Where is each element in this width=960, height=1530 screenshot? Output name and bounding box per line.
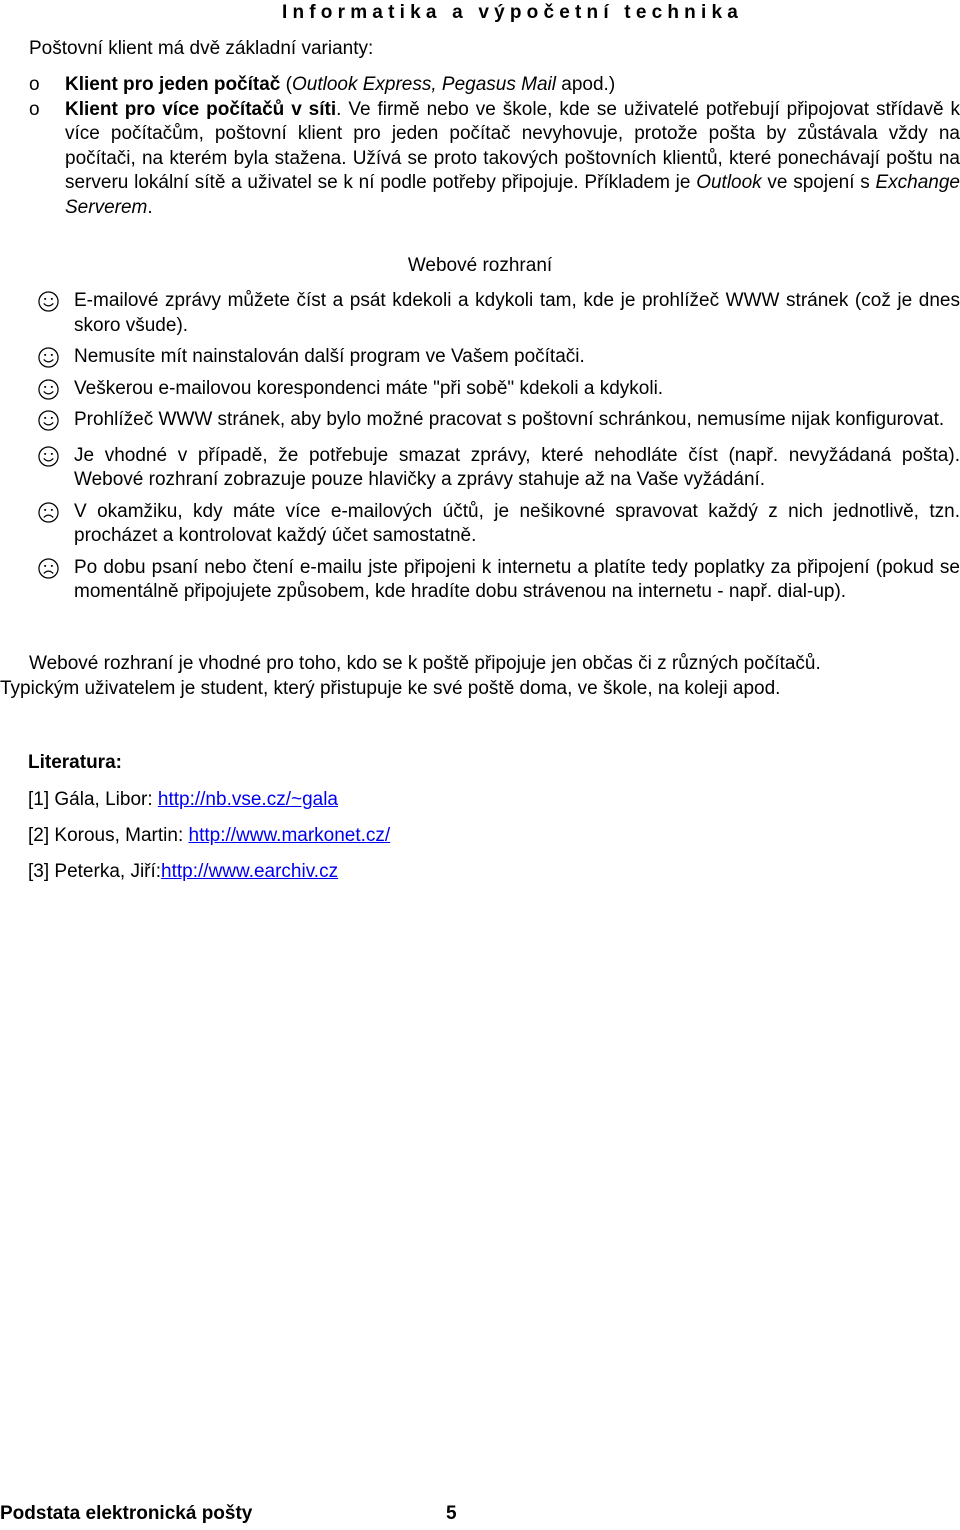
list-item-text: Prohlížeč WWW stránek, aby bylo možné pracovat s poštovní schránkou, nemusíme nijak konfigurovat. <box>74 409 945 430</box>
list-item <box>38 500 960 549</box>
list-item <box>38 345 960 370</box>
section-title: Webové rozhraní <box>407 255 553 276</box>
reference-label: [1] Gála, Libor: <box>28 789 158 810</box>
smiley-happy-icon <box>38 291 59 312</box>
summary-line: Typickým uživatelem je student, který přistupuje ke své poště doma, ve škole, na koleji apod. <box>0 677 781 699</box>
list-item <box>38 377 960 402</box>
variant-item <box>29 73 960 98</box>
literature-title: Literatura: <box>28 752 122 773</box>
variant-text: ve spojení s <box>761 172 876 193</box>
list-item <box>38 289 960 338</box>
smiley-happy-icon <box>38 379 59 400</box>
list-item-text: E-mailové zprávy můžete číst a psát kdekoli a kdykoli tam, kde je prohlížeč WWW stránek (což je dnes skoro všude). <box>74 290 960 336</box>
bullet-marker: o <box>29 74 40 95</box>
smiley-sad-icon <box>38 502 59 523</box>
page-number: 5 <box>446 1503 457 1524</box>
summary-line: Webové rozhraní je vhodné pro toho, kdo se k poště připojuje jen občas či z různých počítačů. <box>29 653 821 674</box>
reference-label: [2] Korous, Martin: <box>28 825 189 846</box>
list-item-text: Veškerou e-mailovou korespondenci máte "při sobě" kdekoli a kdykoli. <box>74 377 664 399</box>
variant-text: ( <box>280 74 292 95</box>
footer-title: Podstata elektronická pošty <box>0 1503 253 1524</box>
list-item-text: Nemusíte mít nainstalován další program ve Vašem počítači. <box>74 346 585 367</box>
variant-italic: Outlook <box>696 172 762 193</box>
page-header: Informatika a výpočetní technika <box>282 2 743 23</box>
list-item <box>38 444 960 493</box>
list-item <box>38 556 960 605</box>
list-item <box>38 408 960 433</box>
smiley-sad-icon <box>38 558 59 579</box>
reference-link[interactable]: http://www.earchiv.cz <box>161 861 339 882</box>
smiley-happy-icon <box>38 410 59 431</box>
summary-paragraph <box>0 652 960 701</box>
reference-label: [3] Peterka, Jiří: <box>28 861 162 882</box>
variant-item <box>29 98 960 221</box>
variant-text: . Ve firmě nebo ve škole, kde se uživatelé potřebují připojovat střídavě k více počítačům, poštovní klient pro jeden počítač nevyhovuje, protože pošta by zůstávala vždy na počítači, na kterém byla stažena. Užívá se proto takových poštovních klientů, které ponechávají poštu na serveru lokální sítě a uživatel se k ní podle potřeby připojuje. Příkladem je <box>65 98 960 193</box>
list-item-text: Po dobu psaní nebo čtení e-mailu jste připojeni k internetu a platíte tedy poplatky za připojení (pokud se momentálně připojujete způsobem, kde hradíte dobu strávenou na internetu - např. dial-up). <box>74 556 960 602</box>
list-item-text: V okamžiku, kdy máte více e-mailových účtů, je nešikovné spravovat každý z nich jednotlivě, tzn. procházet a kontrolovat každý účet samostatně. <box>74 500 960 546</box>
list-item-text: Je vhodné v případě, že potřebuje smazat zprávy, které nehodláte číst (např. nevyžádaná pošta). Webové rozhraní zobrazuje pouze hlavičky a zprávy stahuje až na Vaše vyžádání. <box>74 444 960 490</box>
variant-text: apod.) <box>556 74 616 95</box>
variant-italic: Outlook Express, Pegasus Mail <box>291 74 556 95</box>
variant-title: Klient pro více počítačů v síti <box>65 98 337 120</box>
reference-link[interactable]: http://www.markonet.cz/ <box>188 825 391 846</box>
reference-link[interactable]: http://nb.vse.cz/~gala <box>157 789 338 810</box>
variant-title: Klient pro jeden počítač <box>65 74 281 95</box>
reference-list <box>28 788 390 896</box>
intro-text: Poštovní klient má dvě základní varianty: <box>29 38 374 59</box>
variant-text: . <box>147 196 153 218</box>
reference-item <box>28 824 390 860</box>
bullet-marker: o <box>29 98 40 120</box>
variant-list <box>29 73 960 220</box>
smiley-happy-icon <box>38 446 59 467</box>
reference-item <box>28 788 390 824</box>
smiley-happy-icon <box>38 347 59 368</box>
variant-italic: Exchange Serverem <box>65 172 960 218</box>
feature-list <box>38 289 960 605</box>
reference-item <box>28 860 390 896</box>
